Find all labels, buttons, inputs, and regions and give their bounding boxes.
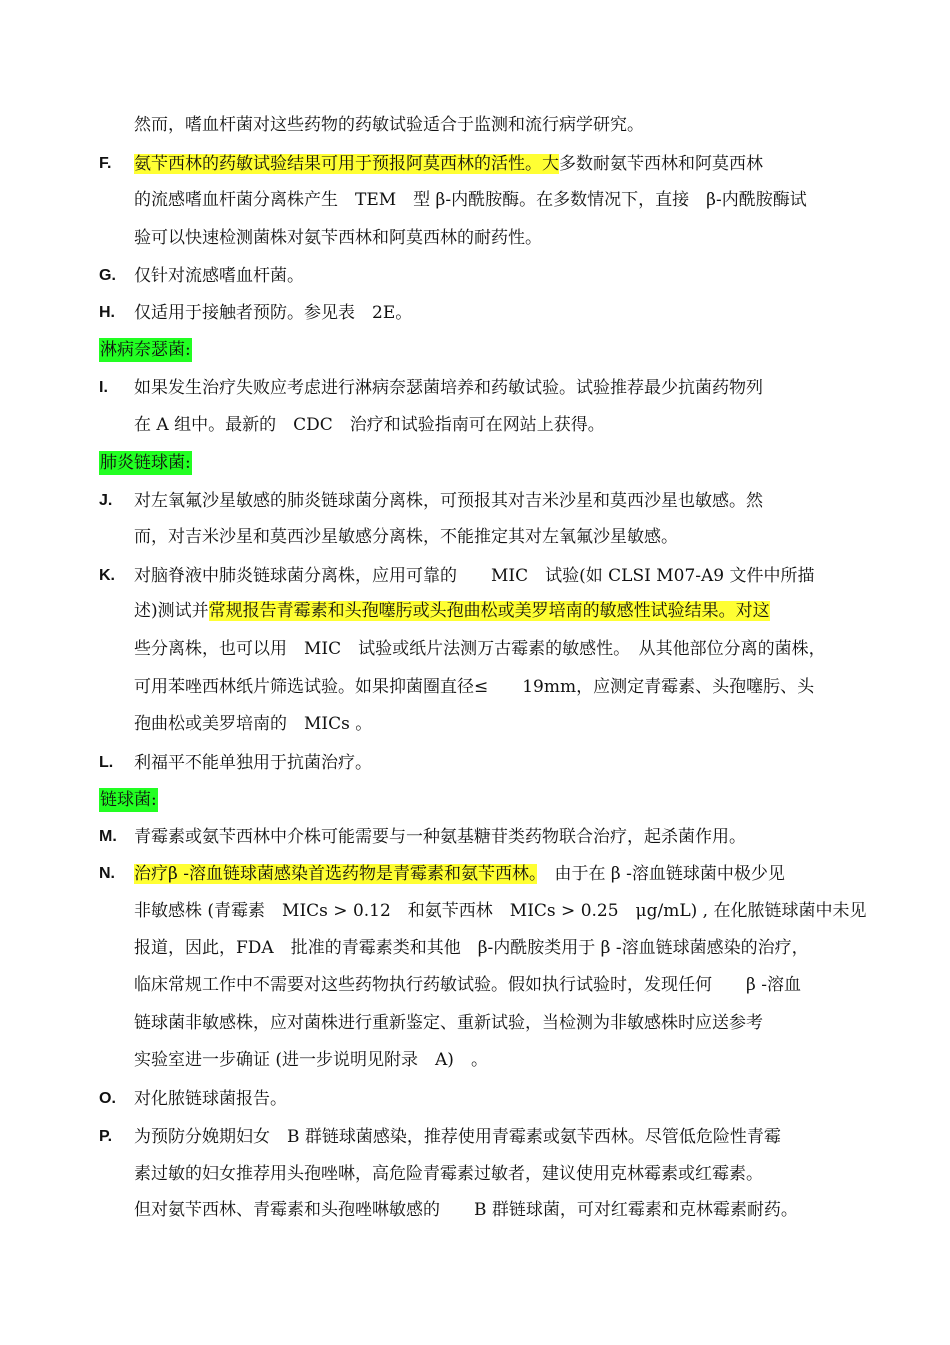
note-n-line-6: 实验室进一步确证 (进一步说明见附录 A) 。 [134,1050,488,1070]
note-i-line-1: 如果发生治疗失败应考虑进行淋病奈瑟菌培养和药敏试验。试验推荐最少抗菌药物列 [134,378,763,398]
note-k-line-1: 对脑脊液中肺炎链球菌分离株，应用可靠的 MIC 试验(如 CLSI M07-A9 文件中所描 [134,566,815,586]
note-marker-g: G. [99,267,116,284]
note-k-line-4: 可用苯唑西林纸片筛选试验。如果抑菌圈直径≤ 19mm，应测定青霉素、头孢噻肟、头 [134,677,815,697]
note-marker-l: L. [99,754,114,771]
note-n-line-1 [134,862,785,886]
note-f-line-1 [134,152,763,176]
note-l-line-1: 利福平不能单独用于抗菌治疗。 [134,753,372,773]
note-p-line-1: 为预防分娩期妇女 B 群链球菌感染，推荐使用青霉素或氨苄西林。尽管低危险性青霉 [134,1127,781,1147]
note-p-line-2: 素过敏的妇女推荐用头孢唑啉，高危险青霉素过敏者，建议使用克林霉素或红霉素。 [134,1164,763,1184]
note-marker-j: J. [99,492,113,509]
highlight-n: 治疗β -溶血链球菌感染首选药物是青霉素和氨苄西林。 [134,864,538,884]
note-n-line-2: 非敏感株 (青霉素 MICs > 0.12 和氨苄西林 MICs > 0.25 μg/mL) , 在化脓链球菌中未见 [134,901,867,921]
note-marker-n: N. [99,865,115,882]
note-n-line-3: 报道，因此，FDA 批准的青霉素类和其他 β-内酰胺类用于 β -溶血链球菌感染的治疗， [134,938,809,958]
highlight-k: 常规报告青霉素和头孢噻肟或头孢曲松或美罗培南的敏感性试验结果。对这 [208,601,770,621]
note-n-line-5: 链球菌非敏感株，应对菌株进行重新鉴定、重新试验，当检测为非敏感株时应送参考 [134,1013,763,1033]
note-j-line-2: 而，对吉米沙星和莫西沙星敏感分离株，不能推定其对左氧氟沙星敏感。 [134,527,678,547]
note-k-line-2 [134,599,770,623]
section-heading-streptococcus: 链球菌: [100,790,157,810]
note-marker-f: F. [99,155,112,172]
note-j-line-1: 对左氧氟沙星敏感的肺炎链球菌分离株，可预报其对吉米沙星和莫西沙星也敏感。然 [134,491,763,511]
note-n-line-4: 临床常规工作中不需要对这些药物执行药敏试验。假如执行试验时，发现任何 β -溶血 [134,975,801,995]
section-heading-pneumoniae: 肺炎链球菌: [100,453,191,473]
note-i-line-2: 在 A 组中。最新的 CDC 治疗和试验指南可在网站上获得。 [134,415,605,435]
paragraph-e-continuation: 然而，嗜血杆菌对这些药物的药敏试验适合于监测和流行病学研究。 [134,115,644,135]
highlight-f: 氨苄西林的药敏试验结果可用于预报阿莫西林的活性。大 [134,154,559,174]
note-marker-m: M. [99,828,117,845]
note-h-line-1: 仅适用于接触者预防。参见表 2E。 [134,303,413,323]
section-heading-neisseria: 淋病奈瑟菌: [100,340,191,360]
note-marker-p: P. [99,1128,113,1145]
note-k-line-3: 些分离株，也可以用 MIC 试验或纸片法测万古霉素的敏感性。 从其他部位分离的菌株， [134,639,826,659]
note-n-line-1-rest: 由于在 β -溶血链球菌中极少见 [537,864,785,884]
note-k-line-5: 孢曲松或美罗培南的 MICs 。 [134,714,373,734]
note-f-line-1-rest: 多数耐氨苄西林和阿莫西林 [559,154,763,174]
note-marker-o: O. [99,1090,116,1107]
note-f-line-3: 验可以快速检测菌株对氨苄西林和阿莫西林的耐药性。 [134,228,542,248]
note-marker-i: I. [99,379,108,396]
note-marker-h: H. [99,304,115,321]
note-m-line-1: 青霉素或氨苄西林中介株可能需要与一种氨基糖苷类药物联合治疗，起杀菌作用。 [134,827,746,847]
note-o-line-1: 对化脓链球菌报告。 [134,1089,287,1109]
note-p-line-3: 但对氨苄西林、青霉素和头孢唑啉敏感的 B 群链球菌，可对红霉素和克林霉素耐药。 [134,1200,798,1220]
note-marker-k: K. [99,567,115,584]
note-f-line-2: 的流感嗜血杆菌分离株产生 TEM 型 β-内酰胺酶。在多数情况下，直接 β-内酰胺酶试 [134,190,807,210]
note-k-line-2-pre: 述)测试并 [134,601,209,621]
note-g-line-1: 仅针对流感嗜血杆菌。 [134,266,304,286]
